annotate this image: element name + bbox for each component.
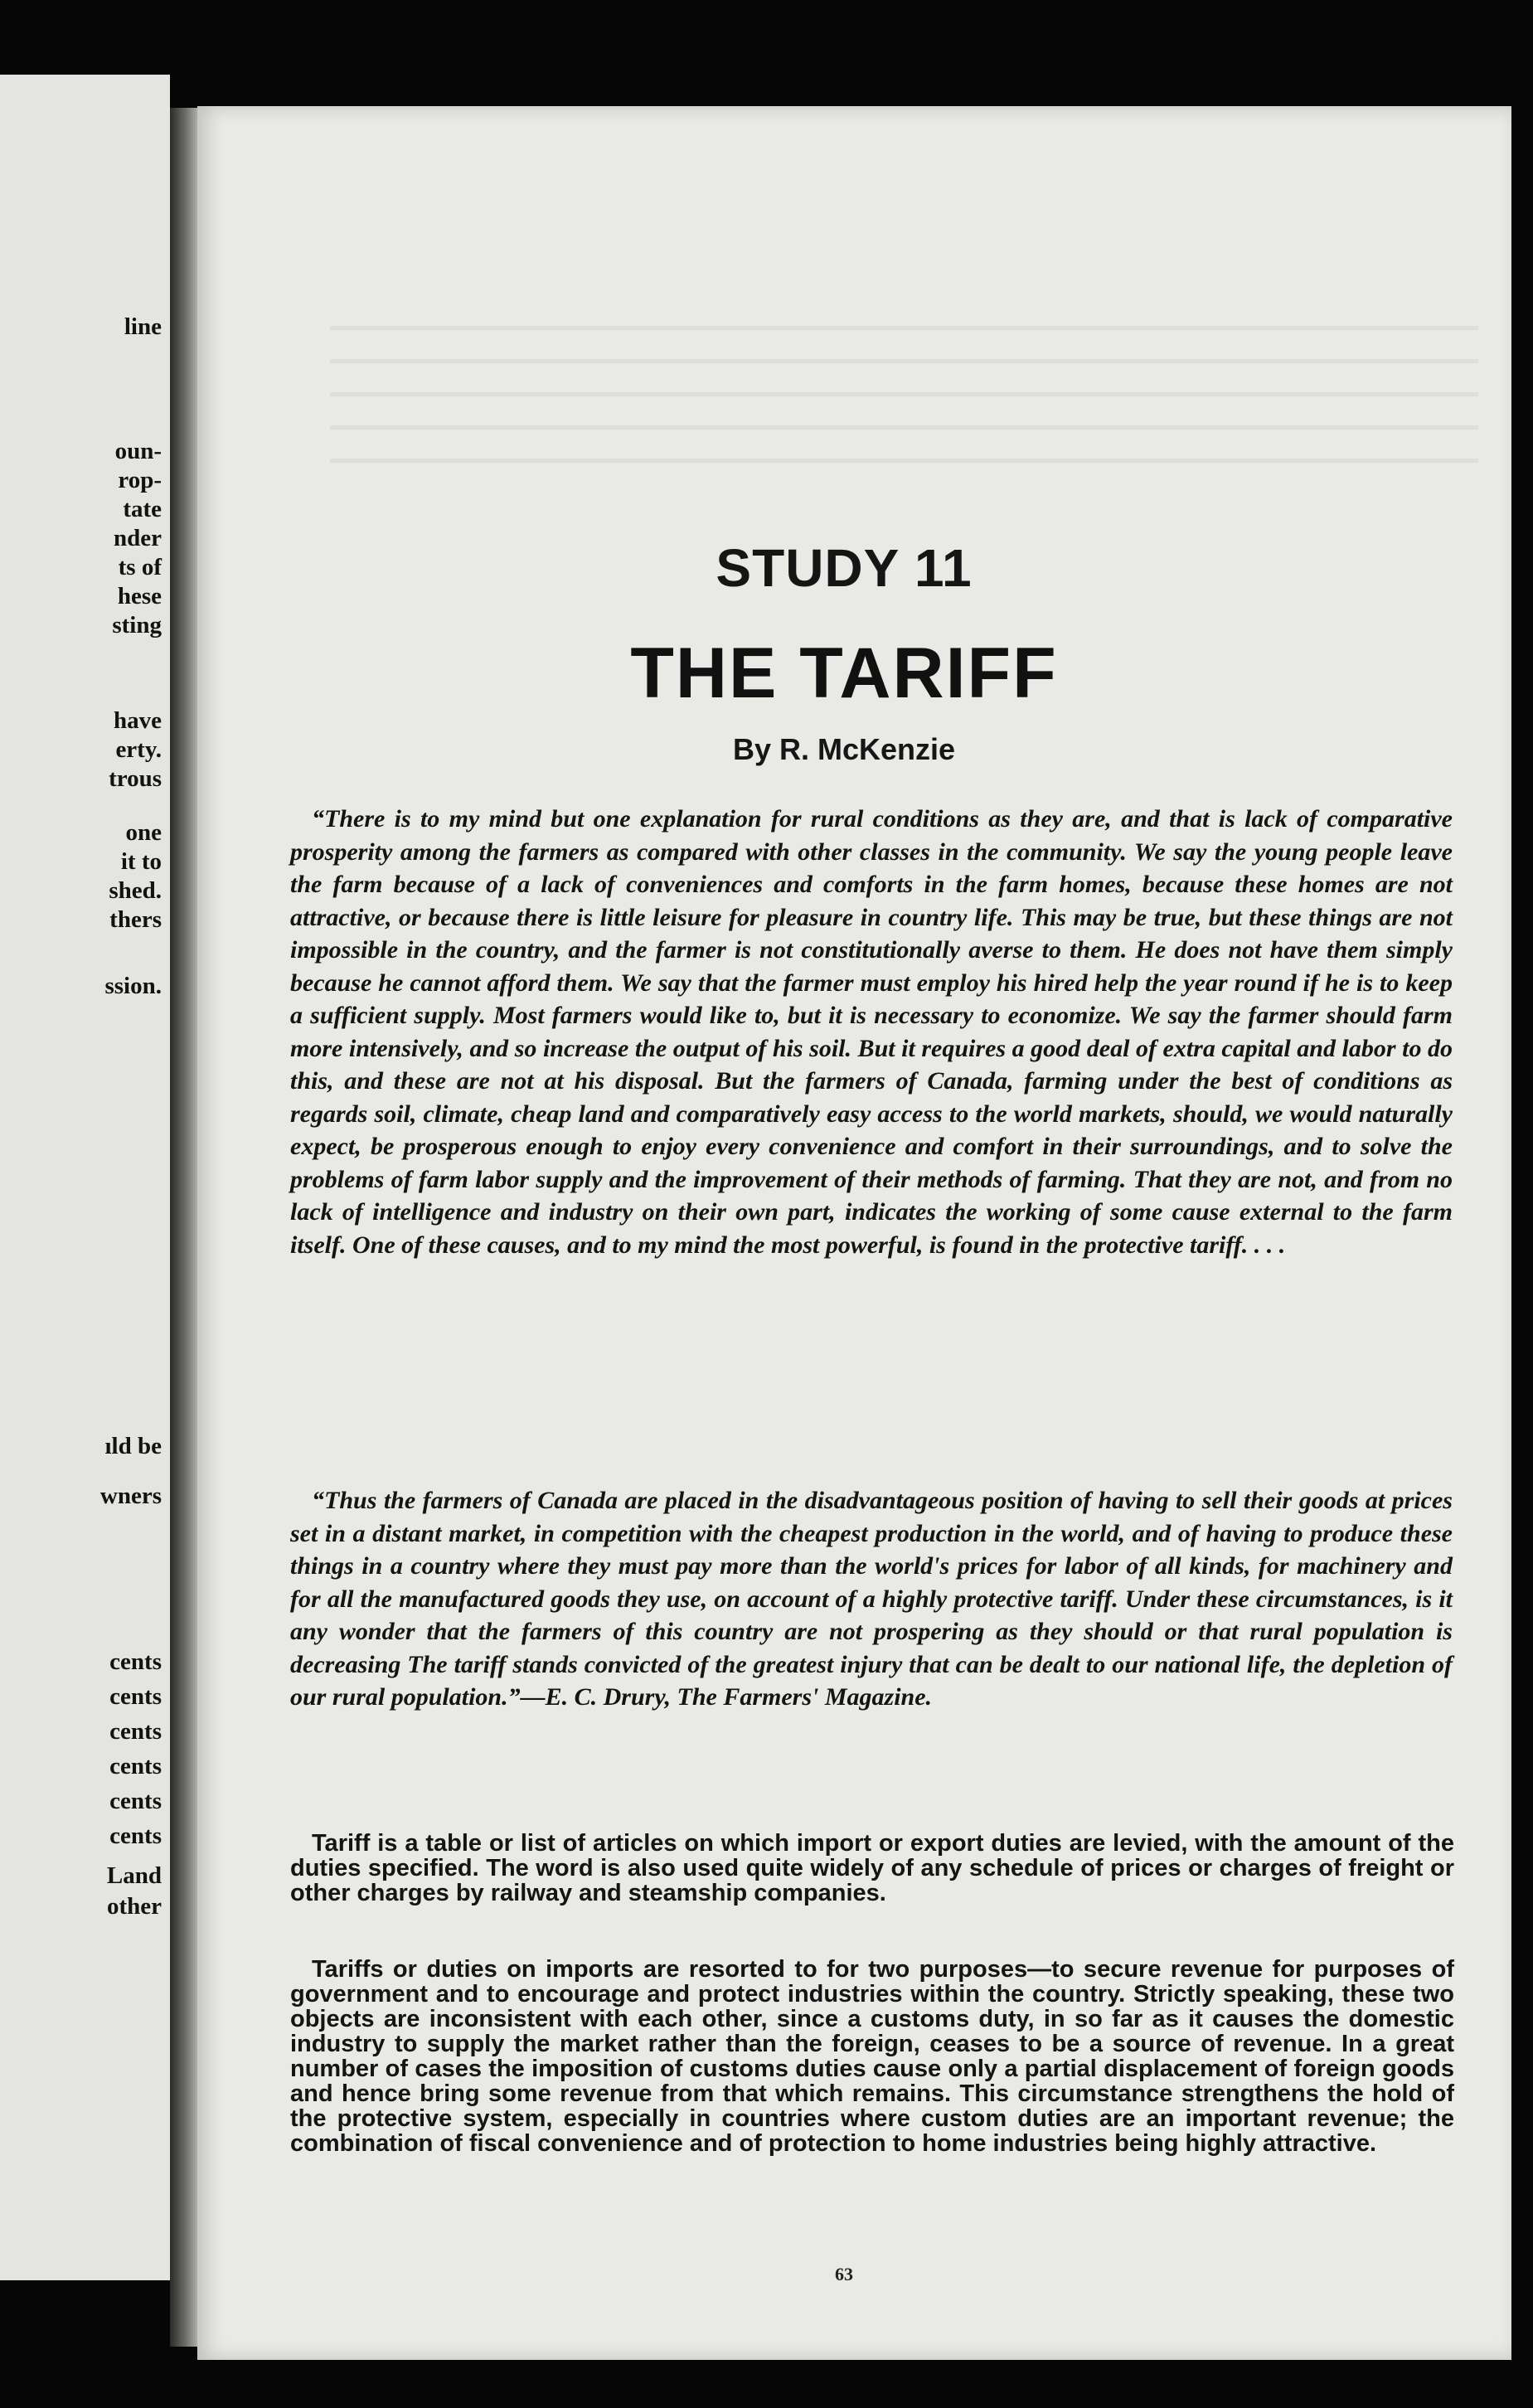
left-page-fragment: sting — [112, 612, 162, 638]
left-page-fragment: Land — [106, 1862, 162, 1889]
left-page-fragment: cents — [109, 1788, 162, 1814]
body-paragraph: Tariff is a table or list of articles on which import or export duties are levied, with the amount of the duties specified. The word is also used quite widely of any schedule of prices or charges of freight or other charges by railway and steamship companies. — [290, 1830, 1454, 1906]
left-page-fragment: ssion. — [104, 973, 162, 999]
left-page-fragment: other — [106, 1893, 162, 1920]
left-page-fragment: nder — [114, 525, 162, 551]
author-byline: By R. McKenzie — [732, 732, 956, 766]
left-page-fragment: have — [114, 707, 162, 734]
left-page-fragment: it to — [120, 848, 162, 875]
left-page-fragment: shed. — [109, 877, 162, 904]
bleed-through-line — [330, 459, 1478, 463]
left-page-fragment: tate — [123, 496, 162, 522]
left-page-fragment: wners — [99, 1483, 162, 1509]
left-page-fragment: ıld be — [104, 1433, 162, 1459]
bleed-through-line — [330, 326, 1478, 330]
bleed-through-line — [330, 392, 1478, 396]
left-page-fragment: cents — [109, 1648, 162, 1675]
left-page-fragment: cents — [109, 1823, 162, 1849]
left-page-fragment: erty. — [115, 736, 162, 763]
left-page-fragment: trous — [109, 765, 162, 792]
document-page — [197, 106, 1511, 2360]
study-label: STUDY 11 — [716, 538, 973, 598]
left-page-fragment: one — [125, 819, 162, 846]
left-page-fragment: cents — [109, 1753, 162, 1779]
left-page-fragment: thers — [109, 906, 162, 933]
body-paragraph: Tariffs or duties on imports are resorted to for two purposes—to secure revenue for purposes of government and to encourage and protect industries within the country. Strictly speaking, these two objects are inconsistent with each other, since a customs duty, in so far as it causes the domestic industry to supply the market rather than the foreign, ceases to be a source of revenue. In a great number of cases the imposition of customs duties cause only a partial displacement of foreign goods and hence bring some revenue from that which remains. This circumstance strengthens the hold of the protective system, especially in countries where custom duties are an important revenue; the combination of fiscal convenience and of protection to home industries being highly attractive. — [290, 1956, 1454, 2157]
left-page-fragment: cents — [109, 1718, 162, 1745]
left-facing-page — [0, 75, 170, 2280]
bleed-through-line — [330, 359, 1478, 363]
left-page-fragment: rop- — [118, 467, 162, 493]
left-page-fragment: hese — [117, 583, 162, 609]
epigraph-quote-paragraph: “There is to my mind but one explanation for rural conditions as they are, and that is lack of comparative prosperity among the farmers as compared with other classes in the community. We say the young people leave the farm because of a lack of conveniences and comforts in the farm homes, because these homes are not attractive, or because there is little leisure for pleasure in country life. This may be true, but these things are not impossible in the country, and the farmer is not constitutionally averse to them. He does not have them simply because he cannot afford them. We say that the farmer must employ his hired help the year round if he is to keep a sufficient supply. Most farmers would like to, but it is necessary to economize. We say the farmer should farm more intensively, and so increase the output of his soil. But it requires a good deal of extra capital and labor to do this, and these are not at his disposal. But the farmers of Canada, farming under the best of conditions as regards soil, climate, cheap land and comparatively easy access to the world markets, should, we would naturally expect, be prosperous enough to enjoy every convenience and comfort in their surroundings, and to solve the problems of farm labor supply and the improvement of their methods of farming. That they are not, and from no lack of intelligence and industry on their own part, indicates the working of some cause external to the farm itself. One of these causes, and to my mind the most powerful, is found in the protective tariff. . . . — [290, 805, 1453, 1259]
page-number: 63 — [835, 2264, 853, 2284]
bleed-through-line — [330, 425, 1478, 430]
left-page-fragment: cents — [109, 1683, 162, 1710]
left-page-fragment: ts of — [118, 554, 162, 580]
left-page-fragment: line — [124, 313, 162, 340]
epigraph-quote-paragraph: “Thus the farmers of Canada are placed in the disadvantageous position of having to sell their goods at prices set in a distant market, in competition with the cheapest production in the world, and of having to produce these things in a country where they must pay more than the world's prices for labor of all kinds, for machinery and for all the manufactured goods they use, on account of a highly protective tariff. Under these circumstances, is it any wonder that the farmers of this country are not prospering as they should or that rural population is decreasing The tariff stands convicted of the greatest injury that can be dealt to our national life, the depletion of our rural population.”—E. C. Drury, The Farmers' Magazine. — [290, 1487, 1453, 1711]
left-page-fragment: oun- — [114, 438, 162, 464]
page-title: THE TARIFF — [630, 634, 1058, 713]
